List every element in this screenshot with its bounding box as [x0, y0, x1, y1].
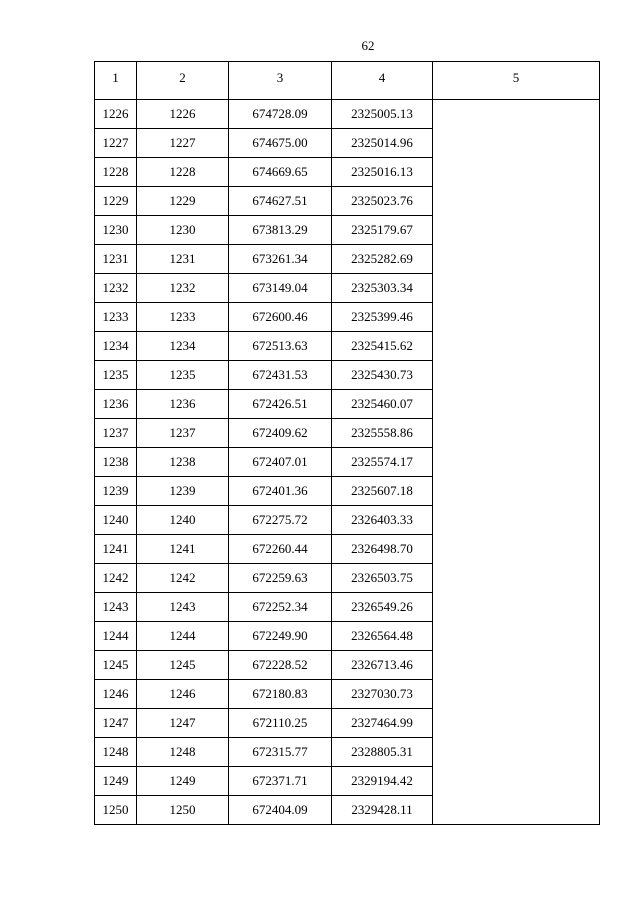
table-cell-col1: 1236	[95, 390, 137, 419]
table-cell-col3: 672252.34	[229, 593, 332, 622]
table-cell-col3: 672401.36	[229, 477, 332, 506]
table-cell-col1: 1245	[95, 651, 137, 680]
table-cell-col1: 1247	[95, 709, 137, 738]
table-cell-col3: 672315.77	[229, 738, 332, 767]
table-cell-col2: 1241	[137, 535, 229, 564]
table-cell-col2: 1233	[137, 303, 229, 332]
table-cell-col1: 1240	[95, 506, 137, 535]
header-cell-1: 1	[95, 62, 137, 100]
table-cell-col4: 2325430.73	[332, 361, 433, 390]
table-cell-col4: 2326403.33	[332, 506, 433, 535]
table-cell-col1: 1237	[95, 419, 137, 448]
table-cell-col4: 2325016.13	[332, 158, 433, 187]
table-header	[95, 62, 600, 100]
table-cell-col3: 672600.46	[229, 303, 332, 332]
table-cell-col2: 1250	[137, 796, 229, 825]
table-cell-col2: 1239	[137, 477, 229, 506]
table-cell-col1: 1235	[95, 361, 137, 390]
table-cell-col2: 1240	[137, 506, 229, 535]
table-cell-col3: 672180.83	[229, 680, 332, 709]
table-cell-col1: 1246	[95, 680, 137, 709]
table-cell-col2: 1248	[137, 738, 229, 767]
table-cell-col4: 2325179.67	[332, 216, 433, 245]
table-cell-col1: 1228	[95, 158, 137, 187]
table-cell-col2: 1230	[137, 216, 229, 245]
table-cell-col3: 672404.09	[229, 796, 332, 825]
header-cell-5: 5	[433, 62, 600, 100]
table-cell-col4: 2325415.62	[332, 332, 433, 361]
table-cell-col2: 1242	[137, 564, 229, 593]
table-cell-col1: 1231	[95, 245, 137, 274]
table-cell-col4: 2329194.42	[332, 767, 433, 796]
table-cell-col3: 672259.63	[229, 564, 332, 593]
table-cell-col2: 1246	[137, 680, 229, 709]
header-row	[95, 62, 600, 100]
table-cell-col4: 2326564.48	[332, 622, 433, 651]
table-cell-col4: 2326498.70	[332, 535, 433, 564]
table-cell-col1: 1230	[95, 216, 137, 245]
table-cell-col2: 1238	[137, 448, 229, 477]
table-cell-col1: 1226	[95, 100, 137, 129]
header-cell-2: 2	[137, 62, 229, 100]
table-cell-col5	[433, 100, 600, 825]
table-cell-col3: 672407.01	[229, 448, 332, 477]
table-cell-col4: 2325558.86	[332, 419, 433, 448]
table-cell-col2: 1236	[137, 390, 229, 419]
table-cell-col4: 2325574.17	[332, 448, 433, 477]
table-cell-col2: 1226	[137, 100, 229, 129]
header-cell-4: 4	[332, 62, 433, 100]
table-cell-col3: 674669.65	[229, 158, 332, 187]
table-cell-col1: 1248	[95, 738, 137, 767]
table-cell-col2: 1227	[137, 129, 229, 158]
table-cell-col4: 2326549.26	[332, 593, 433, 622]
table-cell-col1: 1238	[95, 448, 137, 477]
table-cell-col2: 1234	[137, 332, 229, 361]
table-body	[95, 100, 600, 825]
table-cell-col3: 672275.72	[229, 506, 332, 535]
table-cell-col2: 1247	[137, 709, 229, 738]
table-cell-col1: 1229	[95, 187, 137, 216]
table-cell-col4: 2329428.11	[332, 796, 433, 825]
table-cell-col1: 1233	[95, 303, 137, 332]
table-cell-col2: 1244	[137, 622, 229, 651]
table-cell-col3: 672260.44	[229, 535, 332, 564]
coordinates-table	[94, 61, 600, 825]
table-cell-col3: 672426.51	[229, 390, 332, 419]
table-cell-col1: 1243	[95, 593, 137, 622]
table-cell-col3: 674728.09	[229, 100, 332, 129]
table-cell-col4: 2327030.73	[332, 680, 433, 709]
table-cell-col1: 1241	[95, 535, 137, 564]
table-cell-col3: 672409.62	[229, 419, 332, 448]
table-cell-col1: 1242	[95, 564, 137, 593]
table-cell-col3: 672513.63	[229, 332, 332, 361]
table-cell-col1: 1250	[95, 796, 137, 825]
table-cell-col2: 1232	[137, 274, 229, 303]
table-cell-col4: 2325282.69	[332, 245, 433, 274]
table-cell-col3: 672371.71	[229, 767, 332, 796]
table-cell-col3: 672249.90	[229, 622, 332, 651]
table-cell-col4: 2325023.76	[332, 187, 433, 216]
table-cell-col4: 2325303.34	[332, 274, 433, 303]
table-cell-col4: 2325460.07	[332, 390, 433, 419]
table-cell-col2: 1235	[137, 361, 229, 390]
table-cell-col1: 1232	[95, 274, 137, 303]
table-cell-col2: 1245	[137, 651, 229, 680]
table-cell-col2: 1249	[137, 767, 229, 796]
table-cell-col4: 2325005.13	[332, 100, 433, 129]
table-cell-col2: 1229	[137, 187, 229, 216]
table-cell-col4: 2326503.75	[332, 564, 433, 593]
table-cell-col1: 1234	[95, 332, 137, 361]
table-cell-col3: 673261.34	[229, 245, 332, 274]
table-cell-col4: 2325014.96	[332, 129, 433, 158]
page-number: 62	[361, 38, 375, 53]
header-cell-3: 3	[229, 62, 332, 100]
table-cell-col4: 2327464.99	[332, 709, 433, 738]
table-cell-col3: 672228.52	[229, 651, 332, 680]
table-row	[95, 100, 600, 129]
table-cell-col3: 673149.04	[229, 274, 332, 303]
table-cell-col4: 2325399.46	[332, 303, 433, 332]
table-cell-col3: 673813.29	[229, 216, 332, 245]
table-cell-col2: 1231	[137, 245, 229, 274]
table-cell-col4: 2326713.46	[332, 651, 433, 680]
table-cell-col3: 672431.53	[229, 361, 332, 390]
table-cell-col2: 1228	[137, 158, 229, 187]
table-cell-col1: 1249	[95, 767, 137, 796]
table-cell-col2: 1243	[137, 593, 229, 622]
table-cell-col1: 1227	[95, 129, 137, 158]
table-cell-col4: 2328805.31	[332, 738, 433, 767]
table-cell-col3: 674675.00	[229, 129, 332, 158]
table-cell-col3: 674627.51	[229, 187, 332, 216]
table-cell-col2: 1237	[137, 419, 229, 448]
table-cell-col4: 2325607.18	[332, 477, 433, 506]
table-cell-col1: 1244	[95, 622, 137, 651]
table-cell-col1: 1239	[95, 477, 137, 506]
table-cell-col3: 672110.25	[229, 709, 332, 738]
